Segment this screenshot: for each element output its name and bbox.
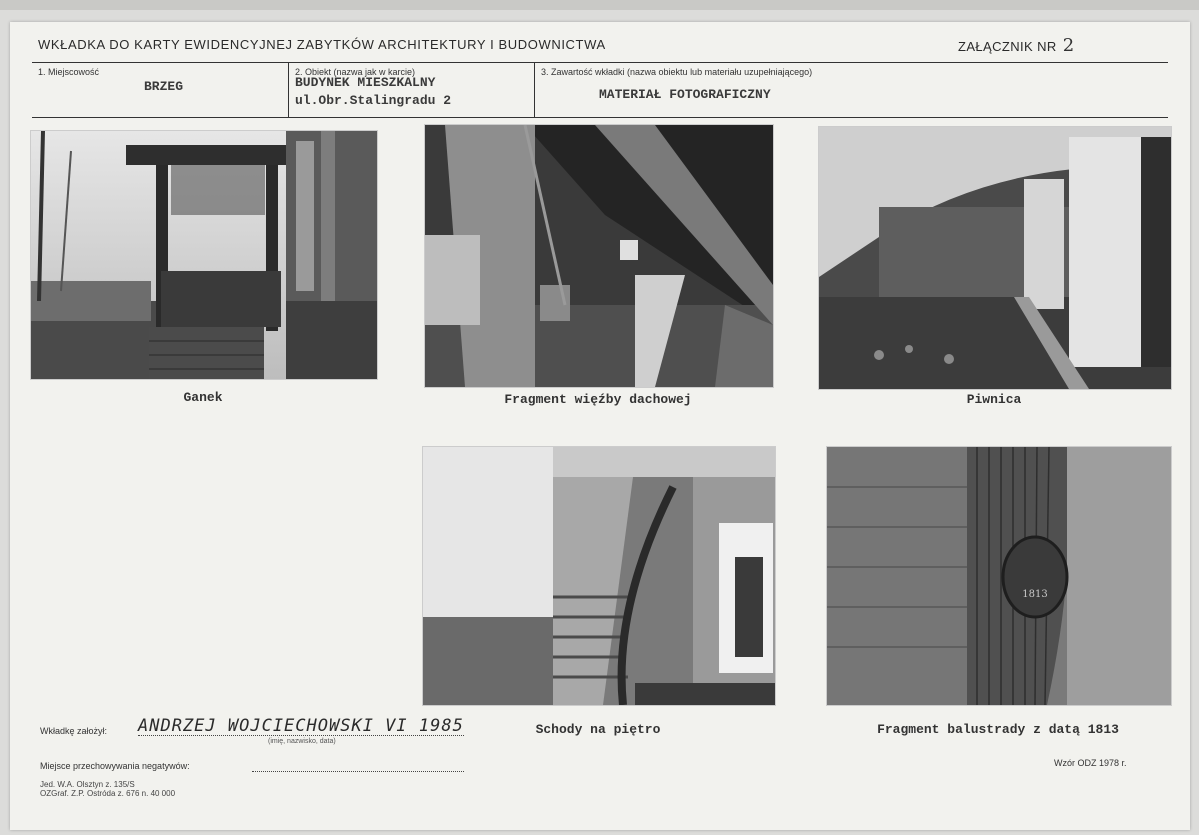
object-value-line2: ul.Obr.Stalingradu 2	[295, 93, 452, 108]
object-value-line1: BUDYNEK MIESZKALNY	[295, 75, 436, 90]
imprint-line1: Jed. W.A. Olsztyn z. 135/S	[40, 780, 135, 789]
annex-label: ZAŁĄCZNIK NR	[958, 39, 1057, 54]
caption-staircase: Schody na piętro	[535, 722, 661, 737]
scan-top-strip	[0, 0, 1199, 10]
inventory-sheet	[10, 22, 1190, 830]
annex-value: 2	[1062, 35, 1075, 56]
object-label: 2. Obiekt (nazwa jak w karcie)	[295, 67, 416, 77]
locality-value: BRZEG	[144, 79, 184, 94]
field-locality	[32, 63, 288, 117]
negatives-label: Miejsce przechowywania negatywów:	[40, 761, 190, 771]
header-fields	[32, 62, 1168, 118]
author-hint: (imię, nazwisko, data)	[268, 738, 336, 745]
caption-porch: Ganek	[183, 390, 223, 405]
caption-balustrade: Fragment balustrady z datą 1813	[877, 722, 1119, 737]
photo-porch	[30, 130, 378, 380]
form-label: Wzór ODZ 1978 r.	[1054, 758, 1127, 768]
caption-cellar: Piwnica	[966, 392, 1022, 407]
field-content	[534, 63, 1169, 117]
photo-staircase	[422, 446, 776, 706]
locality-label: 1. Miejscowość	[38, 67, 100, 77]
caption-roof-truss: Fragment więźby dachowej	[504, 392, 692, 407]
sheet-title: WKŁADKA DO KARTY EWIDENCYJNEJ ZABYTKÓW ARCHITEKTURY I BUDOWNICTWA	[38, 37, 606, 52]
photo-cellar	[818, 126, 1172, 390]
photo-roof-truss	[424, 124, 774, 388]
author-signature: ANDRZEJ WOJCIECHOWSKI VI 1985	[138, 716, 464, 736]
author-label: Wkładkę założył:	[40, 726, 108, 736]
content-value: MATERIAŁ FOTOGRAFICZNY	[599, 87, 771, 102]
photo-balustrade	[826, 446, 1172, 706]
negatives-line	[252, 771, 464, 772]
imprint-line2: OZGraf. Z.P. Ostróda z. 676 n. 40 000	[40, 789, 176, 798]
annex-number	[958, 35, 1075, 56]
medallion-date: 1813	[1022, 589, 1048, 600]
content-label: 3. Zawartość wkładki (nazwa obiektu lub materiału uzupełniającego)	[541, 67, 813, 77]
author-line	[138, 735, 464, 736]
field-object	[288, 63, 535, 117]
